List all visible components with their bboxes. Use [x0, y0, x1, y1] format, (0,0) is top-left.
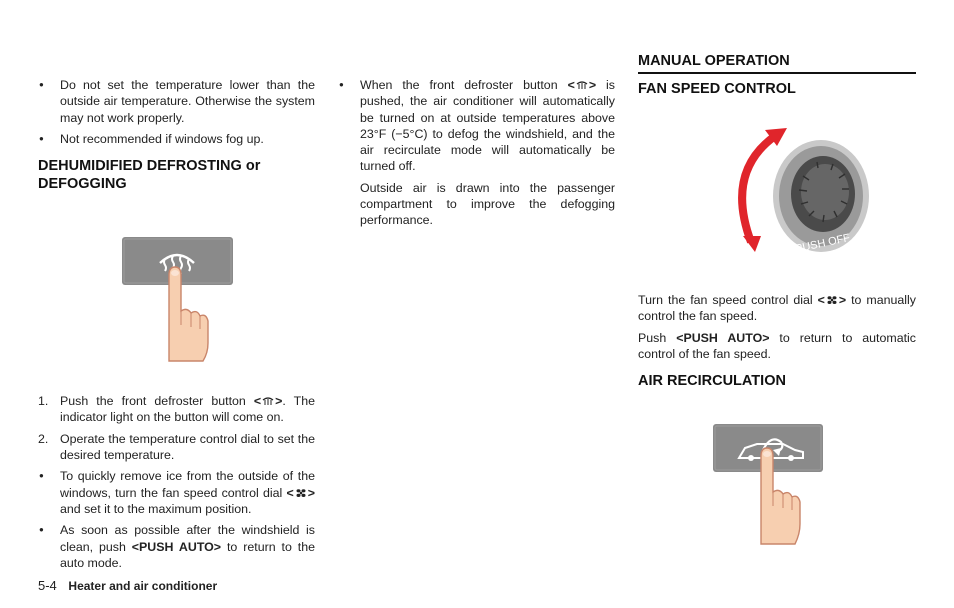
heading-air-recirculation: AIR RECIRCULATION	[638, 373, 786, 390]
column-left	[38, 77, 315, 576]
fan-icon	[825, 295, 839, 305]
column-right	[638, 52, 916, 558]
page-number: 5-4	[38, 578, 57, 593]
fan-paragraph-2: Push <PUSH AUTO> to return to automatic control of the fan speed.	[638, 330, 916, 361]
bullet-list-top	[38, 77, 315, 147]
list-item: ● To quickly remove ice from the outside of the windows, turn the fan speed control dial < > and set it to the maximum position.	[38, 468, 315, 517]
fan-icon	[294, 488, 308, 498]
column-middle	[338, 77, 615, 234]
steps-list	[38, 393, 315, 463]
recirculation-button-figure	[687, 398, 867, 558]
bullet-list-bottom	[38, 468, 315, 571]
page-footer	[38, 578, 217, 593]
bullet-list	[338, 77, 615, 175]
heading-manual-operation: MANUAL OPERATION	[638, 52, 916, 74]
footer-section-title: Heater and air conditioner	[68, 579, 218, 593]
defog-paragraph: Outside air is drawn into the passenger compartment to improve the defogging performance.	[360, 180, 615, 228]
list-item: ● Not recommended if windows fog up.	[38, 131, 315, 147]
defroster-icon	[575, 80, 589, 90]
push-off-label: PUSH OFF	[794, 232, 852, 256]
list-item: ● When the front defroster button < > is pushed, the air conditioner will automatically be turned on at outside temperatures above 23°F (−5°C) to defog the windshield, and the air recirculate mode will automatically be turned off.	[338, 77, 615, 175]
list-item: ● As soon as possible after the windshield is clean, push <PUSH AUTO> to return to the auto mode.	[38, 522, 315, 571]
heading-dehumidified-defrosting: DEHUMIDIFIED DEFROSTING or DEFOGGING	[38, 158, 261, 193]
fan-dial-figure	[677, 104, 877, 274]
heading-fan-speed-control: FAN SPEED CONTROL	[638, 81, 796, 97]
fan-paragraph-1: Turn the fan speed control dial < > to manually control the fan speed.	[638, 293, 916, 324]
list-item: ● Do not set the temperature lower than the outside air temperature. Otherwise the system may not work properly.	[38, 77, 315, 126]
defroster-button-figure	[87, 203, 267, 383]
step-1: 1. Push the front defroster button < >. The indicator light on the button will come on.	[38, 394, 315, 425]
step-2: 2. Operate the temperature control dial to set the desired temperature.	[38, 431, 315, 463]
defroster-icon	[261, 396, 275, 406]
